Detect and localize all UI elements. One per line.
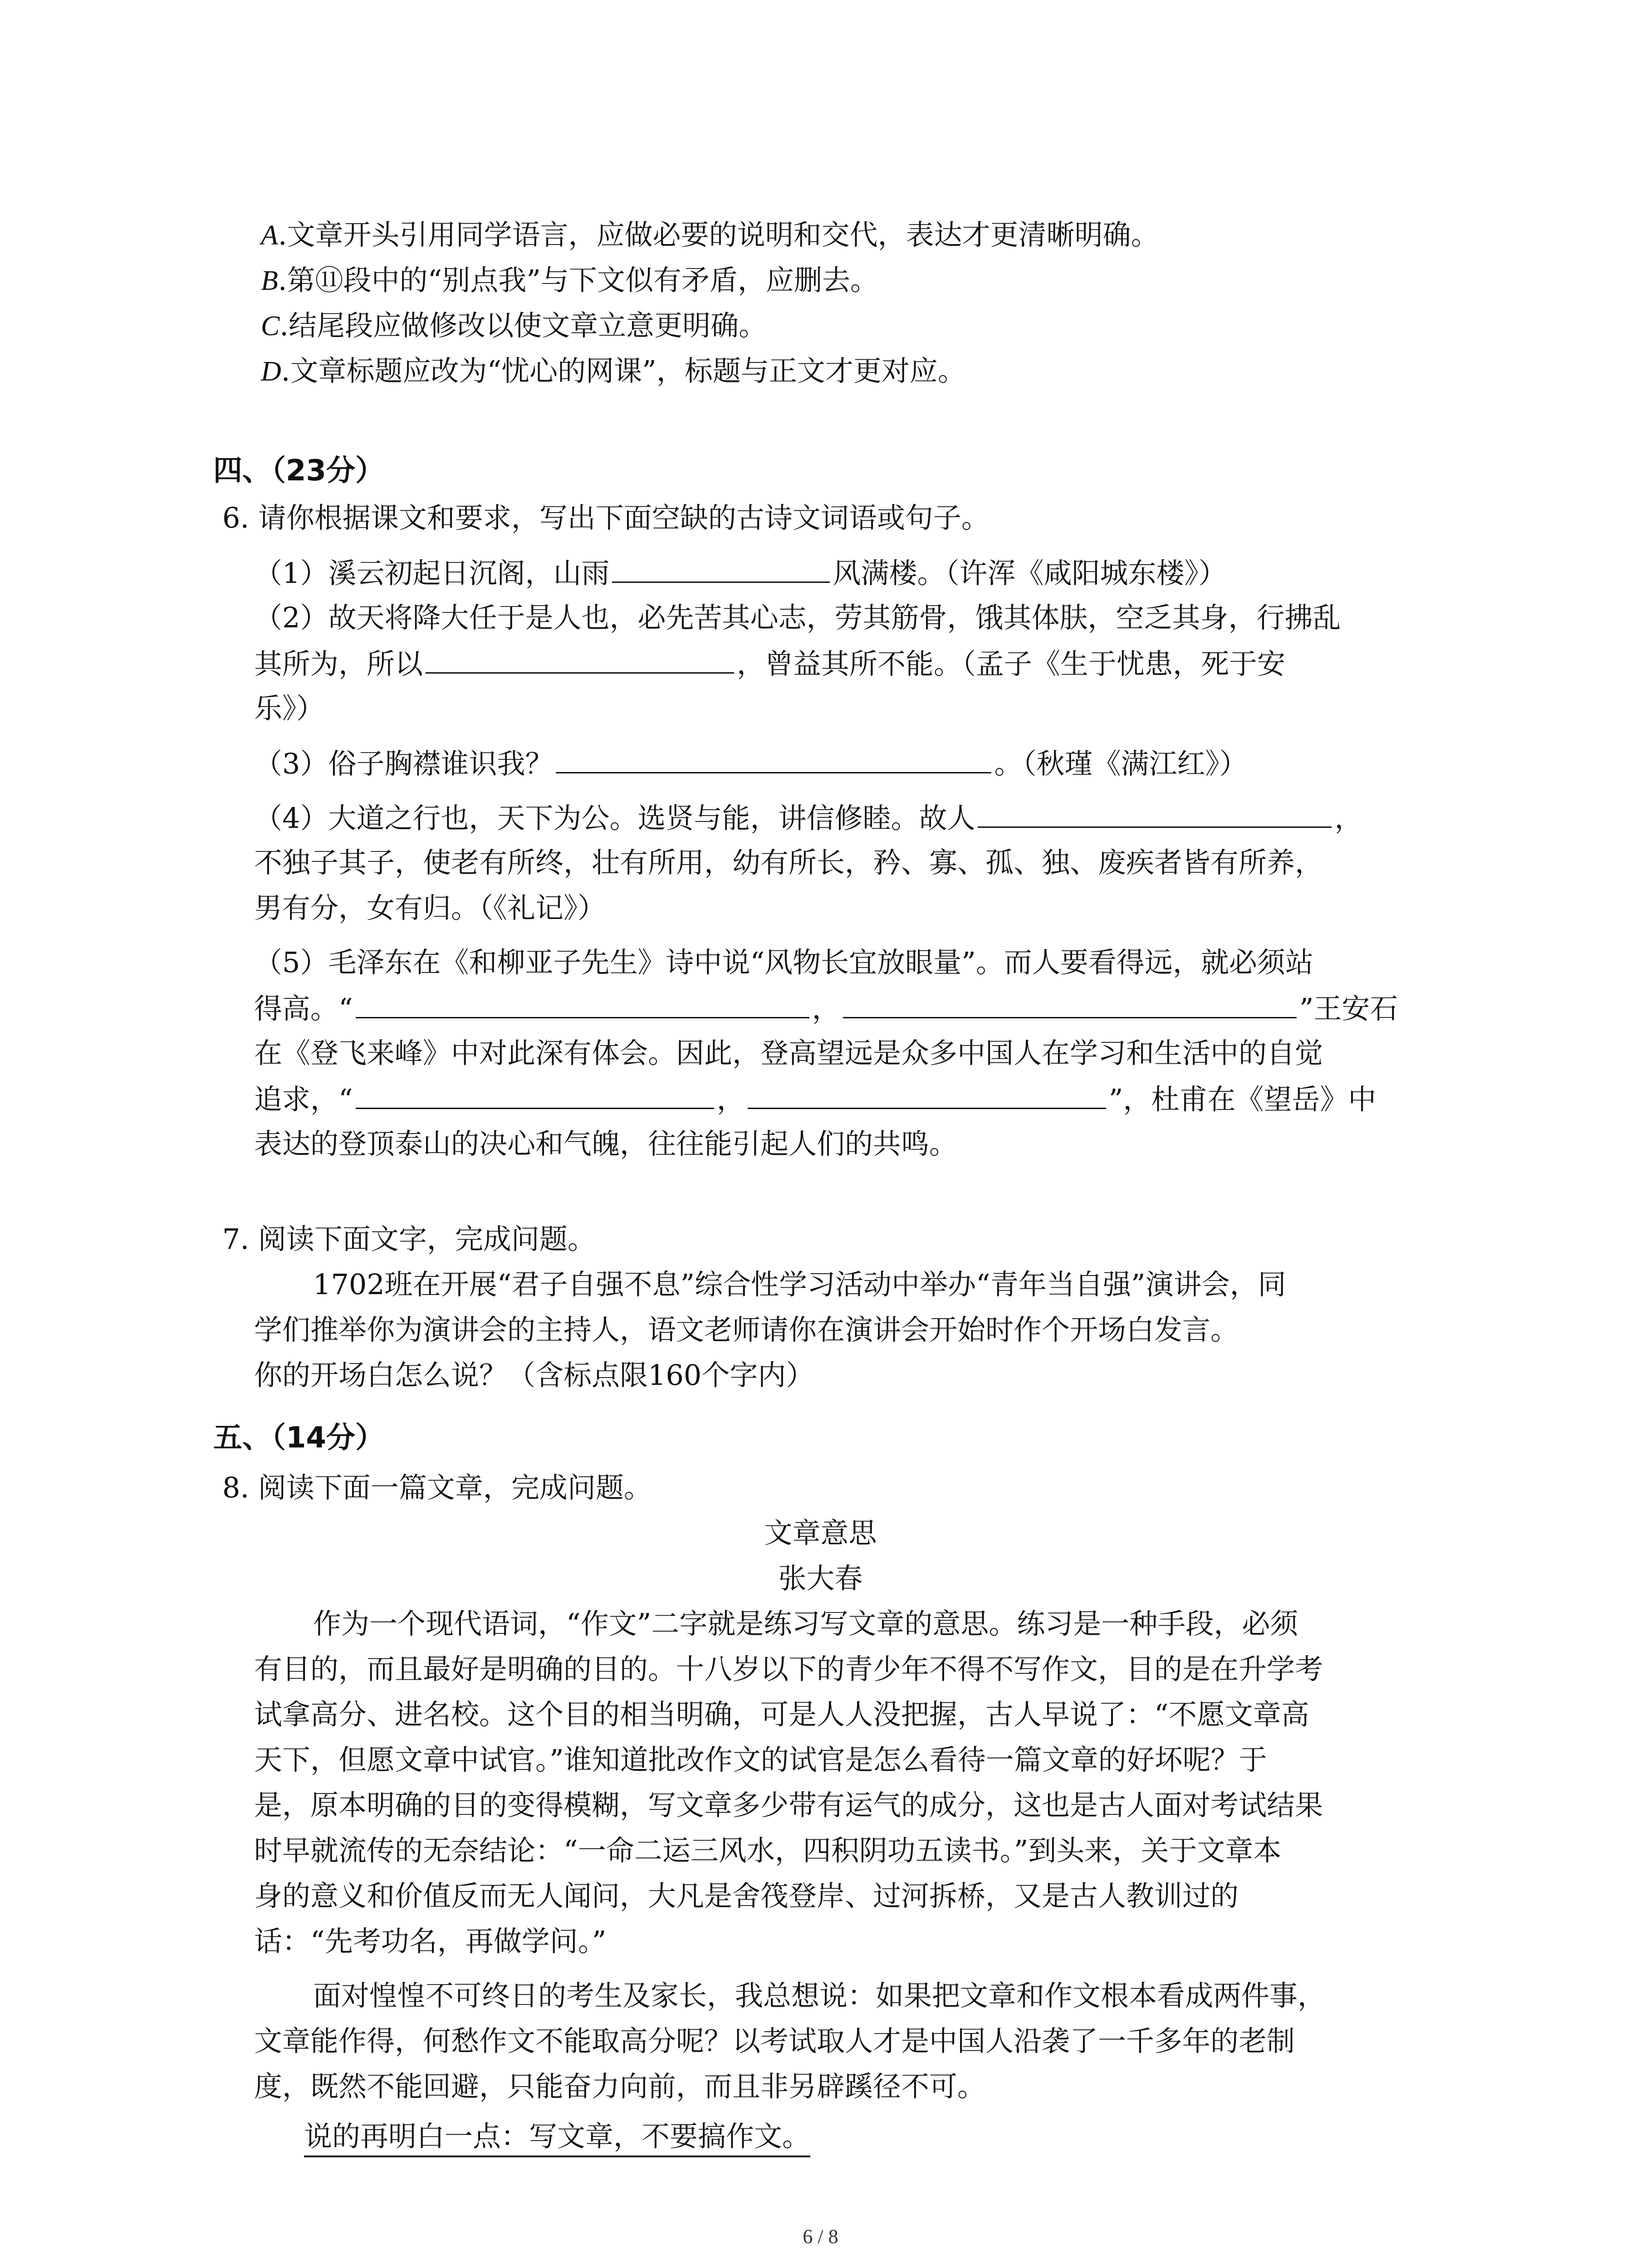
question-6-stem: 6. 请你根据课文和要求，写出下面空缺的古诗文词语或句子。 <box>222 501 989 534</box>
paragraph-1-line: 作为一个现代语词，“作文”二字就是练习写文章的意思。练习是一种手段，必须 <box>313 1607 1298 1640</box>
paragraph-2-line: 面对惶惶不可终日的考生及家长，我总想说：如果把文章和作文根本看成两件事， <box>313 1979 1326 2012</box>
answer-blank[interactable] <box>978 799 1332 828</box>
answer-blank[interactable] <box>556 745 991 773</box>
option-c: C.结尾段应做修改以使文章立意更明确。 <box>261 309 767 342</box>
q6-item-5-line5: 表达的登顶泰山的决心和气魄，往往能引起人们的共鸣。 <box>254 1127 958 1160</box>
paragraph-1-line: 是，原本明确的目的变得模糊，写文章多少带有运气的成分，这也是古人面对考试结果 <box>254 1789 1323 1822</box>
question-8-stem: 8. 阅读下面一篇文章，完成问题。 <box>222 1471 652 1504</box>
q6-item-2-line1: （2）故天将降大任于是人也，必先苦其心志，劳其筋骨，饿其体肤，空乏其身，行拂乱 <box>254 601 1341 634</box>
answer-blank[interactable] <box>356 1080 714 1109</box>
paragraph-1-line: 天下，但愿文章中试官。”谁知道批改作文的试官是怎么看待一篇文章的好坏呢？于 <box>254 1743 1267 1776</box>
paragraph-2-line: 文章能作得，何愁作文不能取高分呢？以考试取人才是中国人沿袭了一千多年的老制 <box>254 2024 1295 2058</box>
paragraph-1-line: 话：“先考功名，再做学问。” <box>254 1925 607 1958</box>
q7-text-line1: 1702班在开展“君子自强不息”综合性学习活动中举办“青年当自强”演讲会，同 <box>313 1268 1286 1301</box>
section-5-heading: 五、（14分） <box>213 1421 385 1455</box>
paragraph-1-line: 身的意义和价值反而无人闻问，大凡是舍筏登岸、过河拆桥，又是古人教训过的 <box>254 1879 1239 1912</box>
paragraph-2-line: 度，既然不能回避，只能奋力向前，而且非另辟蹊径不可。 <box>254 2070 986 2103</box>
q6-item-3: （3）俗子胸襟谁识我？ 。（秋瑾《满江红》） <box>254 745 1247 782</box>
q6-item-5-line4: 追求，“ ， ”，杜甫在《望岳》中 <box>254 1080 1376 1118</box>
answer-blank[interactable] <box>748 1080 1106 1109</box>
q7-text-line2: 学们推举你为演讲会的主持人，语文老师请你在演讲会开始时作个开场白发言。 <box>254 1313 1239 1346</box>
answer-blank[interactable] <box>426 645 734 674</box>
option-a: A.文章开头引用同学语言，应做必要的说明和交代，表达才更清晰明确。 <box>261 218 1159 251</box>
q6-item-5-line1: （5）毛泽东在《和柳亚子先生》诗中说“风物长宜放眼量”。而人要看得远，就必须站 <box>254 946 1313 979</box>
option-d: D.文章标题应改为“忧心的网课”，标题与正文才更对应。 <box>261 354 966 387</box>
q6-item-5-line3: 在《登飞来峰》中对此深有体会。因此，登高望远是众多中国人在学习和生活中的自觉 <box>254 1036 1323 1070</box>
answer-blank[interactable] <box>356 990 809 1018</box>
answer-blank[interactable] <box>843 990 1297 1018</box>
q6-item-1: （1）溪云初起日沉阁，山雨 风满楼。（许浑《咸阳城东楼》） <box>254 554 1226 591</box>
paragraph-1-line: 试拿高分、进名校。这个目的相当明确，可是人人没把握，古人早说了：“不愿文章高 <box>254 1698 1309 1731</box>
paragraph-3 <box>304 2118 810 2155</box>
q6-item-4-line1: （4）大道之行也，天下为公。选贤与能，讲信修睦。故人 ， <box>254 799 1362 836</box>
q6-item-5-line2: 得高。“ ， ”王安石 <box>254 990 1398 1027</box>
article-title: 文章意思 <box>764 1516 877 1549</box>
q6-item-2-line3: 乐》） <box>254 692 325 725</box>
section-4-heading: 四、（23分） <box>213 454 385 488</box>
article-author: 张大春 <box>778 1562 863 1595</box>
paragraph-1-line: 时早就流传的无奈结论：“一命二运三风水，四积阴功五读书。”到头来，关于文章本 <box>254 1834 1282 1867</box>
q6-item-4-line3: 男有分，女有归。（《礼记》） <box>254 891 606 924</box>
option-b: B.第⑪段中的“别点我”与下文似有矛盾，应删去。 <box>261 264 878 297</box>
page-number: 6 / 8 <box>803 2225 838 2248</box>
q6-item-2-line2: 其所为，所以 ，曾益其所不能。（孟子《生于忧患，死于安 <box>254 645 1285 682</box>
q6-item-4-line2: 不独子其子，使老有所终，壮有所用，幼有所长，矜、寡、孤、独、废疾者皆有所养， <box>254 846 1323 879</box>
answer-blank[interactable] <box>612 554 830 583</box>
paragraph-1-line: 有目的，而且最好是明确的目的。十八岁以下的青少年不得不写作文，目的是在升学考 <box>254 1652 1323 1686</box>
underlined-sentence: 说的再明白一点：写文章，不要搞作文。 <box>304 2120 810 2157</box>
question-7-stem: 7. 阅读下面文字，完成问题。 <box>222 1222 596 1256</box>
q7-text-line3: 你的开场白怎么说？（含标点限160个字内） <box>254 1359 814 1392</box>
